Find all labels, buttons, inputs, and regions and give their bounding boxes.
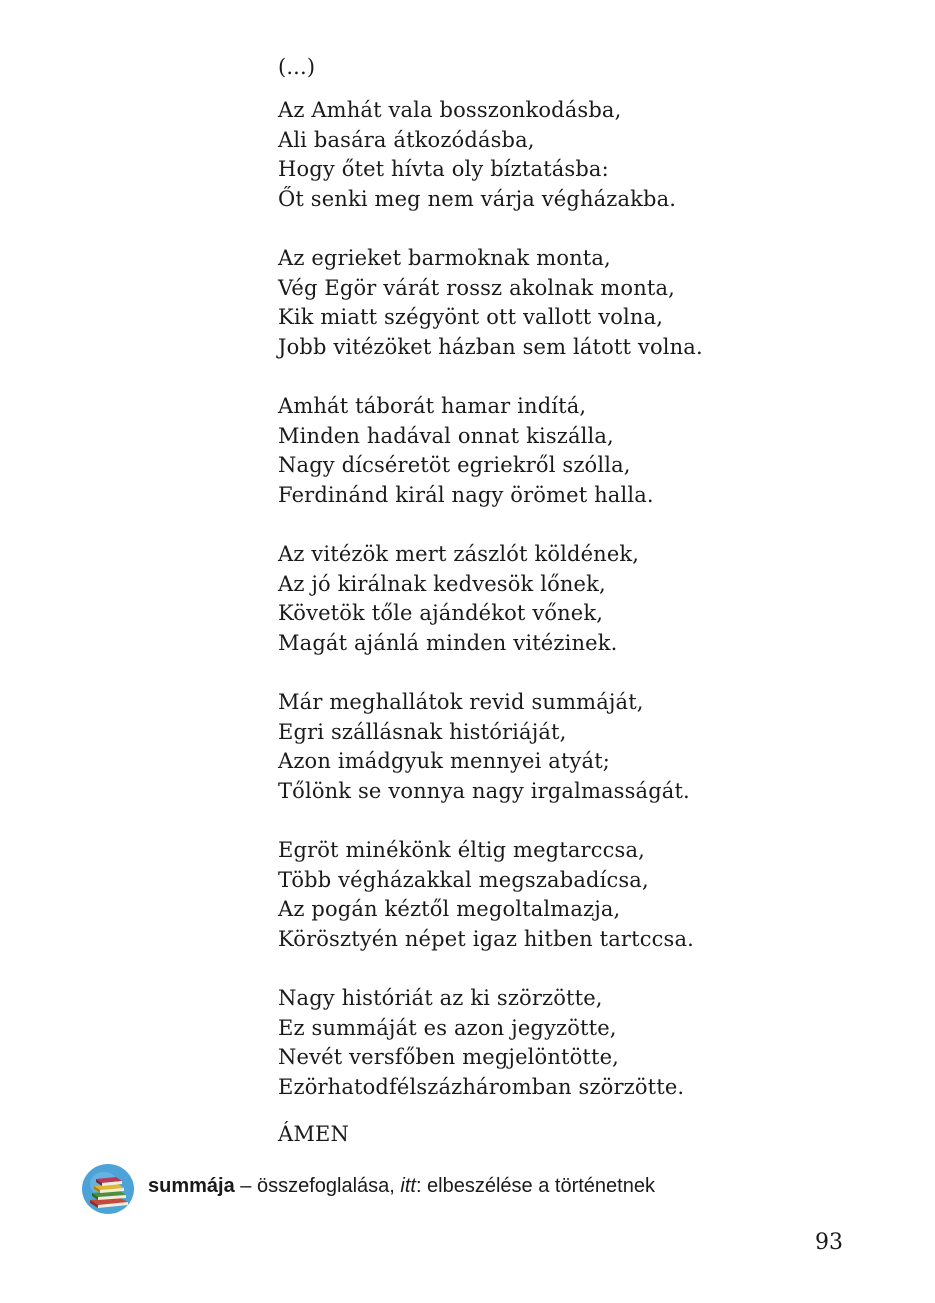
footnote: [80, 1160, 655, 1216]
stanza: [278, 392, 878, 510]
poem-line: Több végházakkal megszabadícsa,: [278, 867, 649, 892]
poem-line: Kik miatt szégyönt ott vallott volna,: [278, 305, 664, 329]
opening-ellipsis: (...): [278, 55, 316, 79]
stanza: [278, 96, 878, 214]
poem-line: Az Amhát vala bosszonkodásba,: [278, 98, 622, 122]
poem-line: Nevét versfőben megjelöntötte,: [278, 1045, 619, 1069]
poem-line: Egri szállásnak históriáját,: [278, 719, 567, 744]
poem-line: Magát ajánlá minden vitézinek.: [278, 630, 618, 655]
footnote-definition: : elbeszélése a történetnek: [415, 1174, 655, 1197]
footnote-text: [148, 1175, 655, 1198]
poem-line: Őt senki meg nem várja végházakba.: [278, 186, 677, 211]
poem-line: Ez summáját es azon jegyzötte,: [278, 1015, 617, 1040]
poem-line: Körösztyén népet igaz hitben tartccsa.: [278, 926, 694, 951]
poem-line: Már meghallátok revid summáját,: [278, 690, 644, 714]
poem-line: Amhát táborát hamar indítá,: [278, 394, 587, 418]
stanza: [278, 688, 878, 806]
closing-amen: ÁMEN: [278, 1122, 349, 1146]
footnote-separator: – összefoglalása,: [234, 1174, 401, 1197]
poem-line: Jobb vitézöket házban sem látott volna.: [278, 334, 703, 359]
page-number: 93: [815, 1230, 843, 1255]
poem-line: Azon imádgyuk mennyei atyát;: [278, 749, 611, 773]
footnote-hint: itt: [400, 1174, 416, 1197]
poem-line: Vég Egör várát rossz akolnak monta,: [278, 275, 675, 300]
poem-line: Nagy históriát az ki szörzötte,: [278, 986, 603, 1010]
poem-line: Tőlönk se vonnya nagy irgalmasságát.: [278, 778, 690, 803]
stanza: [278, 836, 878, 954]
poem-line: Ali basára átkozódásba,: [278, 127, 535, 152]
poem-line: Követök tőle ajándékot vőnek,: [278, 601, 604, 625]
stanza: [278, 984, 878, 1102]
poem-line: Minden hadával onnat kiszálla,: [278, 423, 614, 448]
poem-line: Az vitézök mert zászlót köldének,: [278, 542, 640, 566]
poem-line: Nagy dícséretöt egriekről szólla,: [278, 453, 631, 477]
footnote-term: summája: [148, 1174, 235, 1197]
poem-line: Az pogán kéztől megoltalmazja,: [278, 897, 621, 921]
poem-line: Ezörhatodfélszázháromban szörzötte.: [278, 1074, 685, 1099]
poem-line: Az egrieket barmoknak monta,: [278, 246, 611, 270]
stanza: [278, 244, 878, 362]
poem-line: Egröt minékönk éltig megtarccsa,: [278, 838, 645, 862]
poem: [278, 53, 878, 1149]
poem-line: Hogy őtet hívta oly bíztatásba:: [278, 157, 609, 181]
stanza: [278, 540, 878, 658]
poem-line: Ferdinánd királ nagy örömet halla.: [278, 482, 654, 507]
books-icon: [80, 1160, 136, 1216]
poem-line: Az jó királnak kedvesök lőnek,: [278, 571, 606, 596]
